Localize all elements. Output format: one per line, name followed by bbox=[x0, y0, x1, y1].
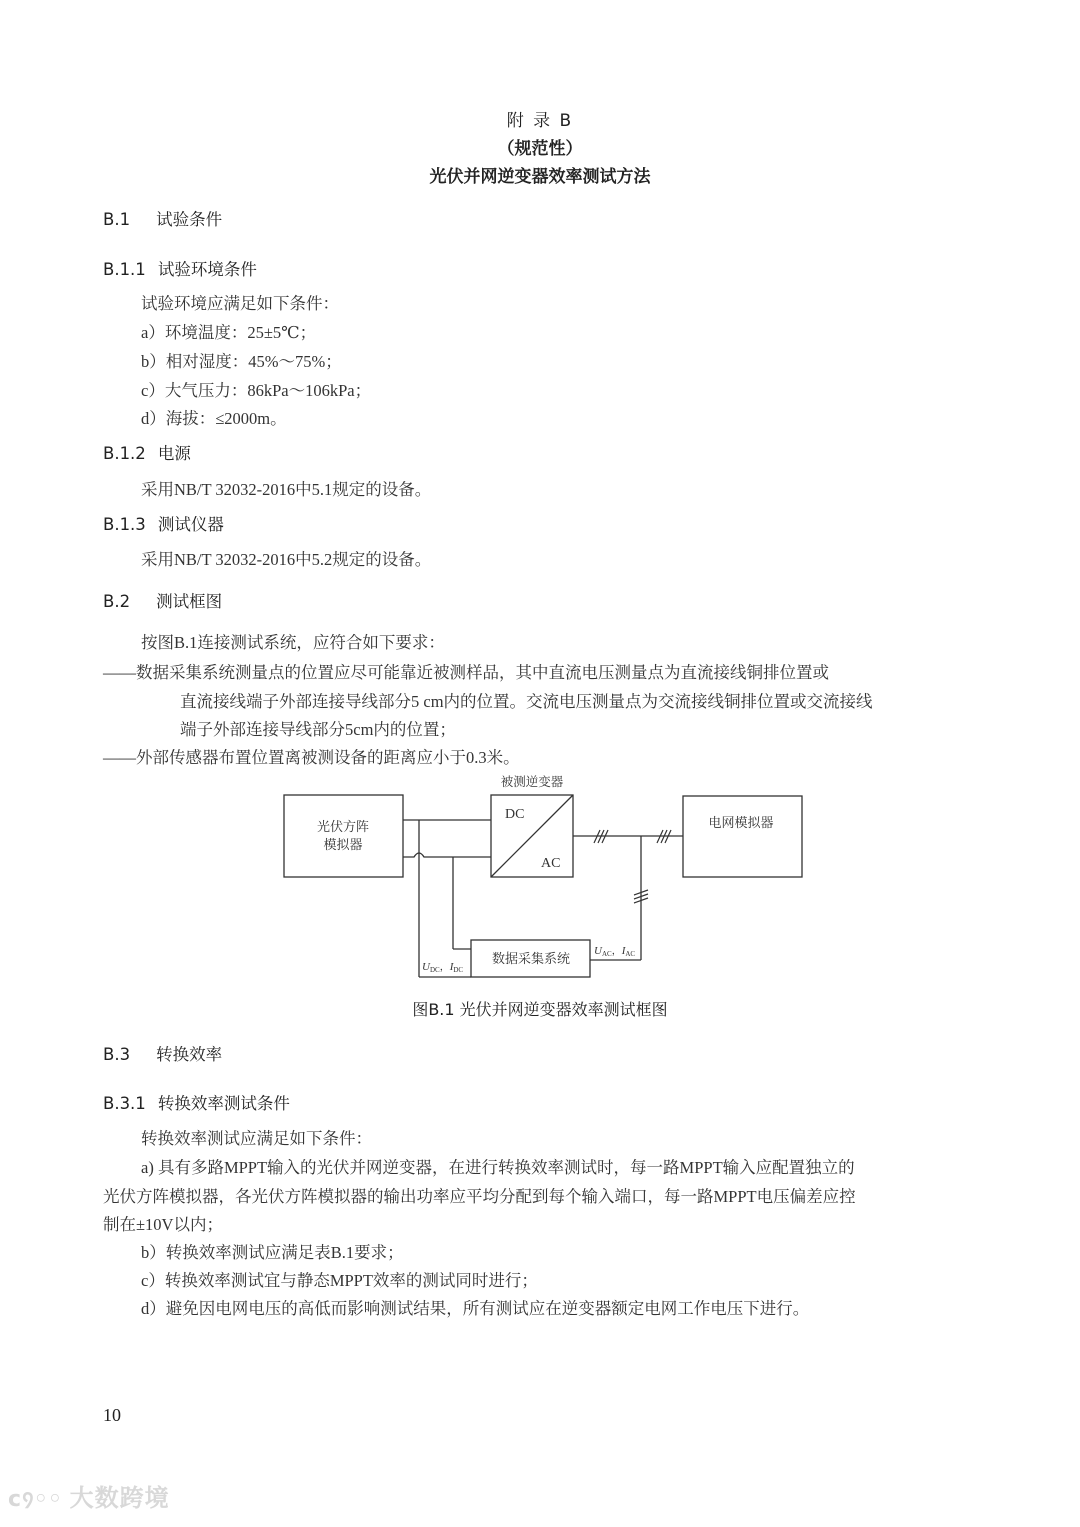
requirement-item-continued: 直流接线端子外部连接导线部分5 cm内的位置。交流电压测量点为交流接线铜排位置或交流接线 bbox=[180, 692, 873, 711]
list-item: b）相对湿度：45%～75%； bbox=[141, 352, 342, 371]
section-title: 测试框图 bbox=[156, 592, 223, 611]
paragraph: 采用NB/T 32032-2016中5.1规定的设备。 bbox=[141, 480, 432, 499]
list-item-continued: 光伏方阵模拟器，各光伏方阵模拟器的输出功率应平均分配到每个输入端口，每一路MPPT电压偏差应控 bbox=[103, 1187, 856, 1206]
list-item: d）避免因电网电压的高低而影响测试结果，所有测试应在逆变器额定电网工作电压下进行。 bbox=[141, 1299, 810, 1318]
paragraph: 转换效率测试应满足如下条件： bbox=[141, 1129, 372, 1148]
watermark-logo-icon: ᴄ᠀◦◦ bbox=[8, 1487, 70, 1512]
paragraph: 试验环境应满足如下条件： bbox=[141, 294, 339, 313]
grid-simulator-box bbox=[683, 796, 802, 877]
section-number: B.3 bbox=[103, 1045, 131, 1064]
list-item-continued: 制在±10V以内； bbox=[103, 1215, 223, 1234]
paragraph: 采用NB/T 32032-2016中5.2规定的设备。 bbox=[141, 550, 432, 569]
section-heading-b31 bbox=[103, 1090, 290, 1114]
requirement-item-continued: 端子外部连接导线部分5cm内的位置； bbox=[180, 720, 456, 739]
pv-simulator-box bbox=[284, 795, 403, 877]
list-item: b）转换效率测试应满足表B.1要求； bbox=[141, 1243, 404, 1262]
page-title: 光伏并网逆变器效率测试方法 bbox=[429, 167, 651, 187]
daq-label: 数据采集系统 bbox=[491, 951, 571, 966]
list-item: c）转换效率测试宜与静态MPPT效率的测试同时进行； bbox=[141, 1271, 538, 1290]
paragraph: 按图B.1连接测试系统，应符合如下要求： bbox=[141, 633, 445, 652]
requirement-item: ——数据采集系统测量点的位置应尽可能靠近被测样品，其中直流电压测量点为直流接线铜排位置或 bbox=[103, 663, 829, 682]
section-number: B.1 bbox=[103, 210, 131, 229]
list-item: a) 具有多路MPPT输入的光伏并网逆变器，在进行转换效率测试时，每一路MPPT输入应配置独立的 bbox=[141, 1158, 855, 1177]
list-item: d）海拔：≤2000m。 bbox=[141, 409, 287, 428]
section-title: 电源 bbox=[157, 444, 191, 463]
section-title: 测试仪器 bbox=[157, 515, 224, 534]
appendix-label: 附 录 B bbox=[506, 111, 574, 131]
grid-label: 电网模拟器 bbox=[708, 815, 774, 830]
uac-iac-label: UAC，IAC bbox=[594, 945, 636, 958]
figure-caption: 图B.1 光伏并网逆变器效率测试框图 bbox=[412, 1000, 668, 1019]
list-item: c）大气压力：86kPa～106kPa； bbox=[141, 381, 372, 400]
page-number: 10 bbox=[103, 1405, 121, 1425]
list-item: a）环境温度：25±5℃； bbox=[141, 323, 317, 342]
section-title: 转换效率 bbox=[156, 1045, 223, 1064]
ac-label: AC bbox=[541, 856, 561, 871]
pv-label: 光伏方阵 bbox=[316, 819, 370, 834]
section-title: 试验条件 bbox=[156, 210, 223, 229]
section-heading-b3 bbox=[103, 1041, 222, 1065]
section-number: B.1.3 bbox=[103, 515, 146, 534]
watermark bbox=[8, 1475, 170, 1513]
udc-idc-label: UDC，IDC bbox=[422, 961, 464, 974]
section-title: 试验环境条件 bbox=[157, 260, 257, 279]
pv-label: 模拟器 bbox=[323, 837, 363, 852]
section-number: B.1.1 bbox=[103, 260, 146, 279]
section-number: B.3.1 bbox=[103, 1094, 146, 1113]
dc-label: DC bbox=[505, 807, 525, 822]
section-number: B.1.2 bbox=[103, 444, 146, 463]
normative-label: （规范性） bbox=[497, 139, 583, 159]
watermark-text: 大数跨境 bbox=[69, 1484, 170, 1512]
section-title: 转换效率测试条件 bbox=[157, 1094, 290, 1113]
inverter-label: 被测逆变器 bbox=[500, 775, 564, 789]
requirement-item: ——外部传感器布置位置离被测设备的距离应小于0.3米。 bbox=[103, 748, 520, 767]
section-number: B.2 bbox=[103, 592, 131, 611]
